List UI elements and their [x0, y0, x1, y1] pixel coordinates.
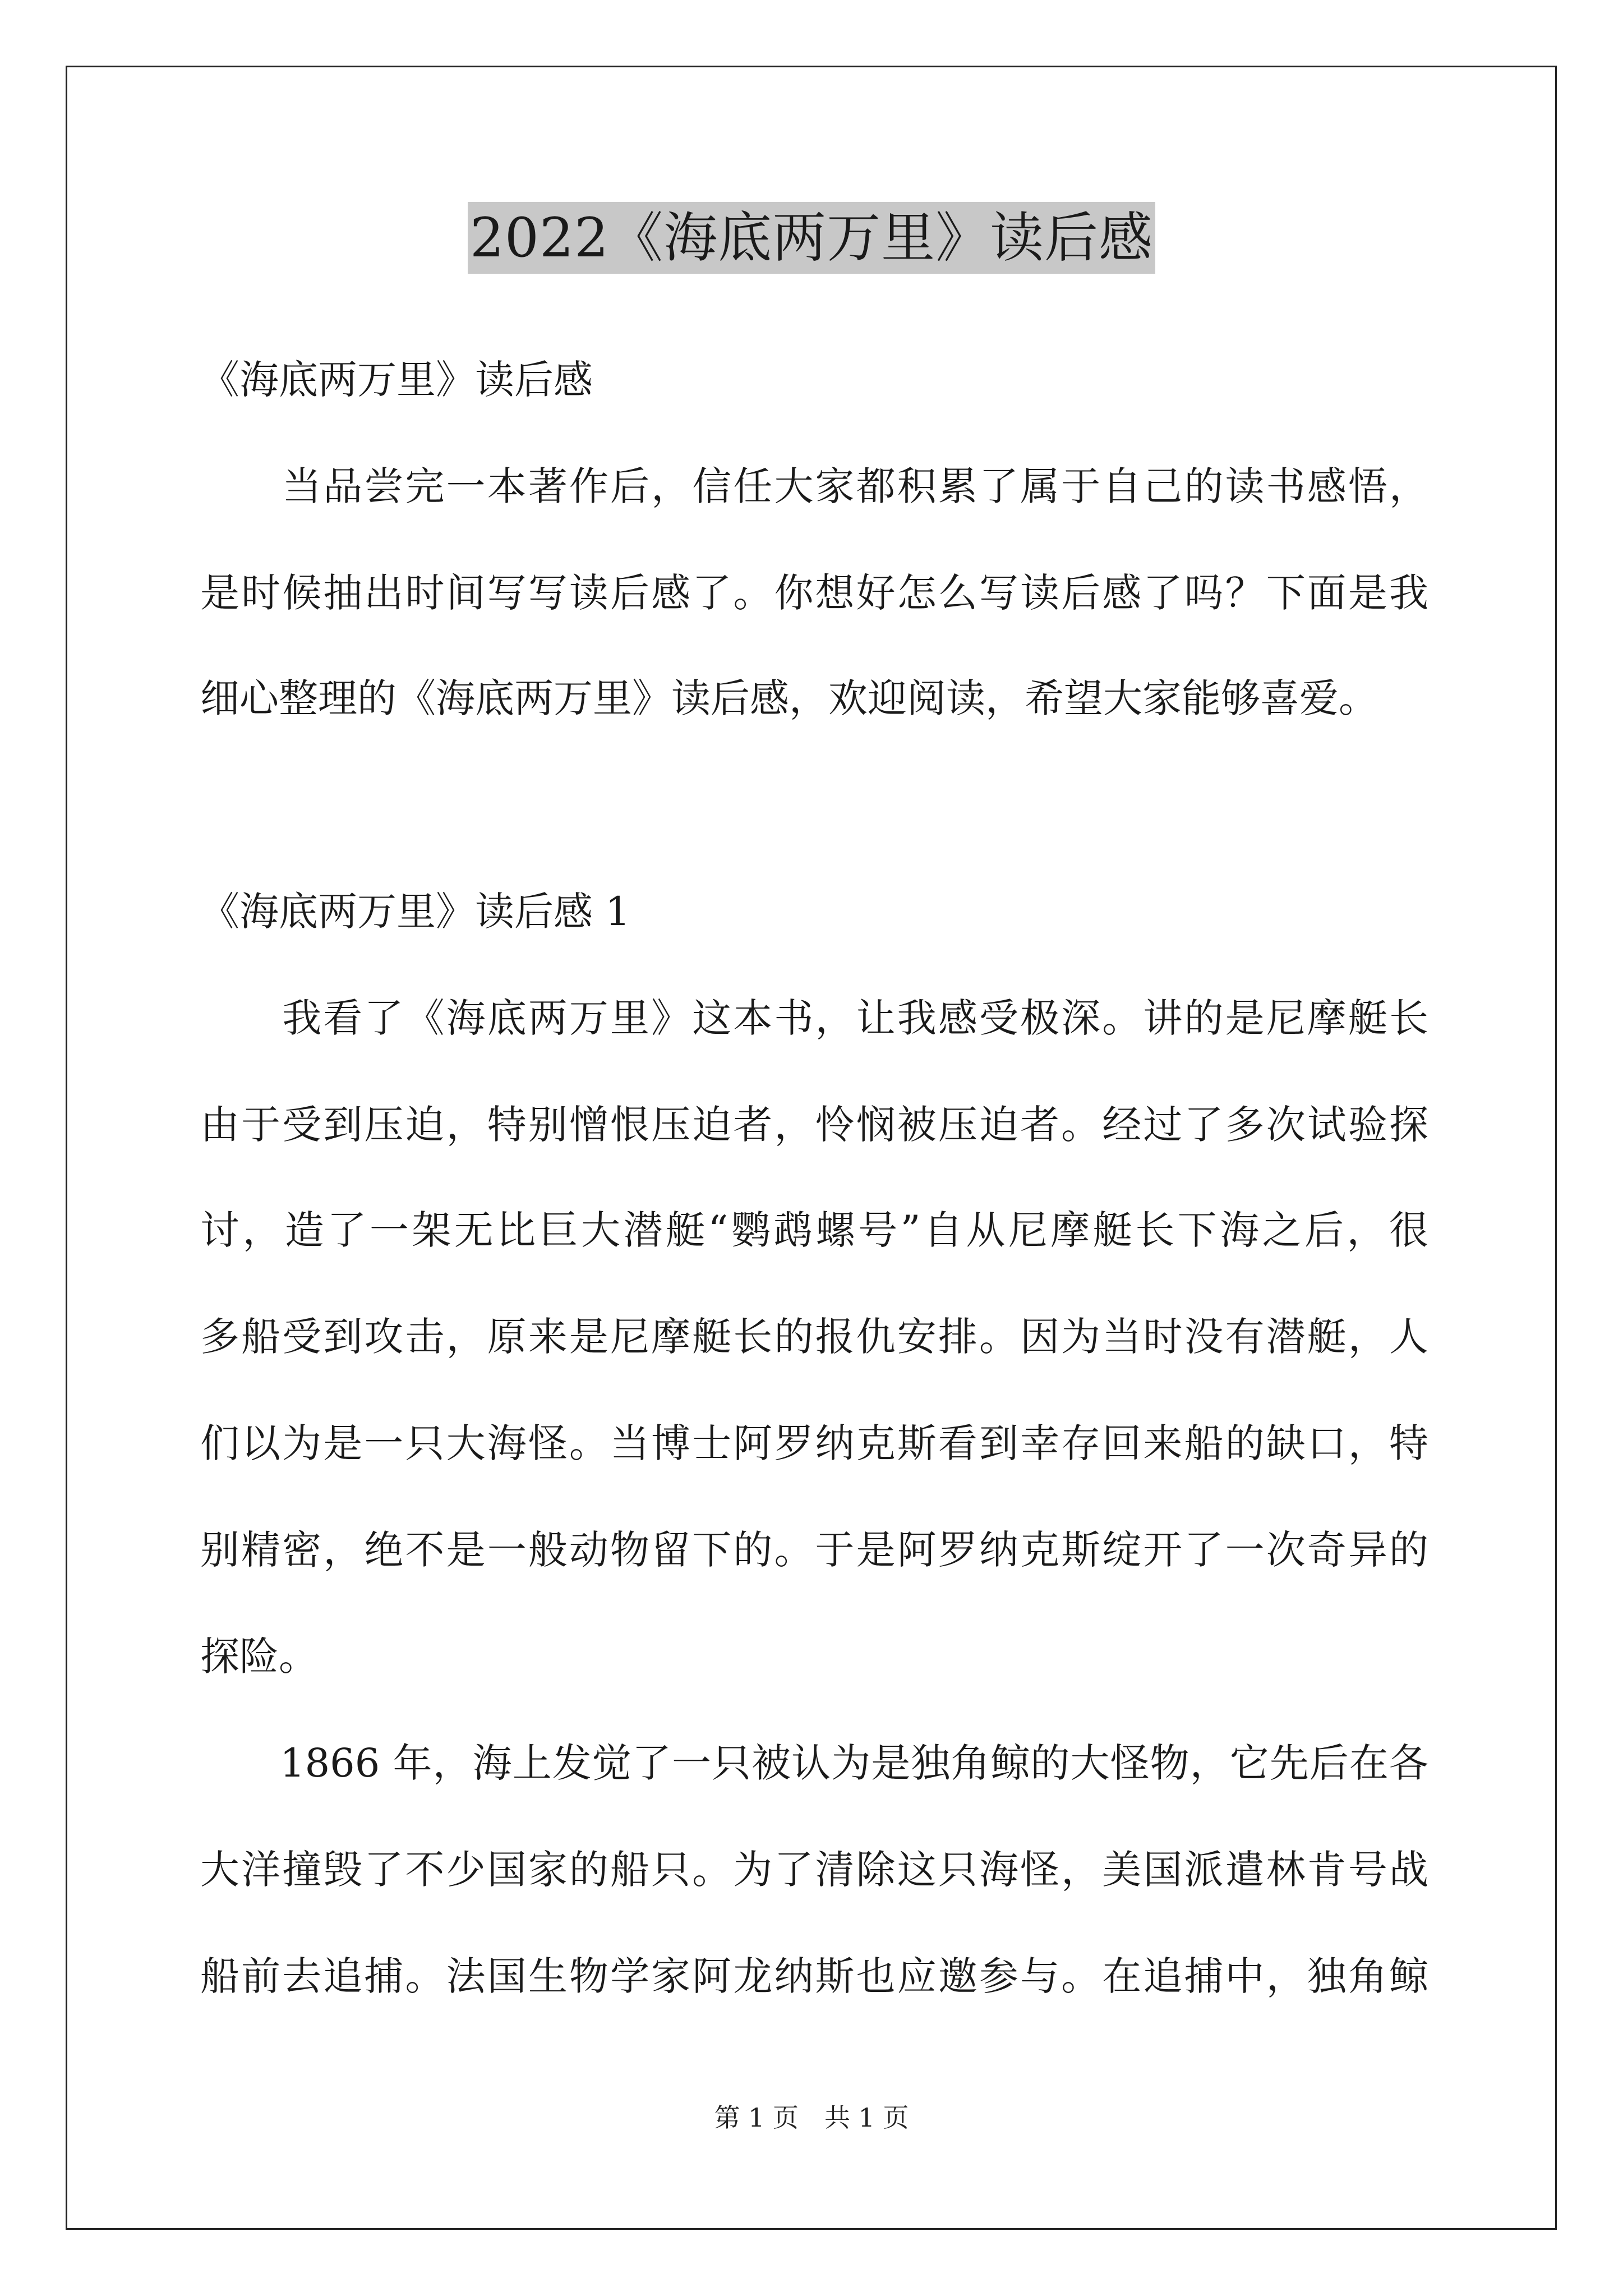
- intro-line: 细心整理的《海底两万里》读后感，欢迎阅读，希望大家能够喜爱。: [200, 675, 1378, 721]
- intro-line: 当品尝完一本著作后，信任大家都积累了属于自己的读书感悟，: [200, 463, 1428, 509]
- paragraph-line: 多船受到攻击，原来是尼摩艇长的报仇安排。因为当时没有潜艇，人: [200, 1314, 1428, 1360]
- paragraph-line: 由于受到压迫，特别憎恨压迫者，怜悯被压迫者。经过了多次试验探: [200, 1102, 1428, 1148]
- paragraph-line: 别精密，绝不是一般动物留下的。于是阿罗纳克斯绽开了一次奇异的: [200, 1527, 1428, 1573]
- paragraph-line: 船前去追捕。法国生物学家阿龙纳斯也应邀参与。在追捕中，独角鲸: [200, 1953, 1428, 1999]
- intro-heading: 《海底两万里》读后感: [200, 357, 593, 403]
- paragraph-line: 探险。: [200, 1634, 318, 1680]
- section-heading: 《海底两万里》读后感 1: [200, 889, 630, 935]
- page-footer: 第 1 页 共 1 页: [714, 2102, 909, 2133]
- intro-line: 是时候抽出时间写写读后感了。你想好怎么写读后感了吗？下面是我: [200, 570, 1428, 616]
- paragraph-line: 们以为是一只大海怪。当博士阿罗纳克斯看到幸存回来船的缺口，特: [200, 1420, 1428, 1466]
- document-title: 2022《海底两万里》读后感: [468, 202, 1155, 274]
- paragraph-line: 大洋撞毁了不少国家的船只。为了清除这只海怪，美国派遣林肯号战: [200, 1847, 1428, 1893]
- paragraph-line: 讨，造了一架无比巨大潜艇“鹦鹉螺号”自从尼摩艇长下海之后，很: [200, 1207, 1428, 1253]
- title-container: [0, 202, 1623, 274]
- paragraph-line: 1866 年，海上发觉了一只被认为是独角鲸的大怪物，它先后在各: [200, 1740, 1428, 1786]
- paragraph-line: 我看了《海底两万里》这本书，让我感受极深。讲的是尼摩艇长: [200, 995, 1428, 1041]
